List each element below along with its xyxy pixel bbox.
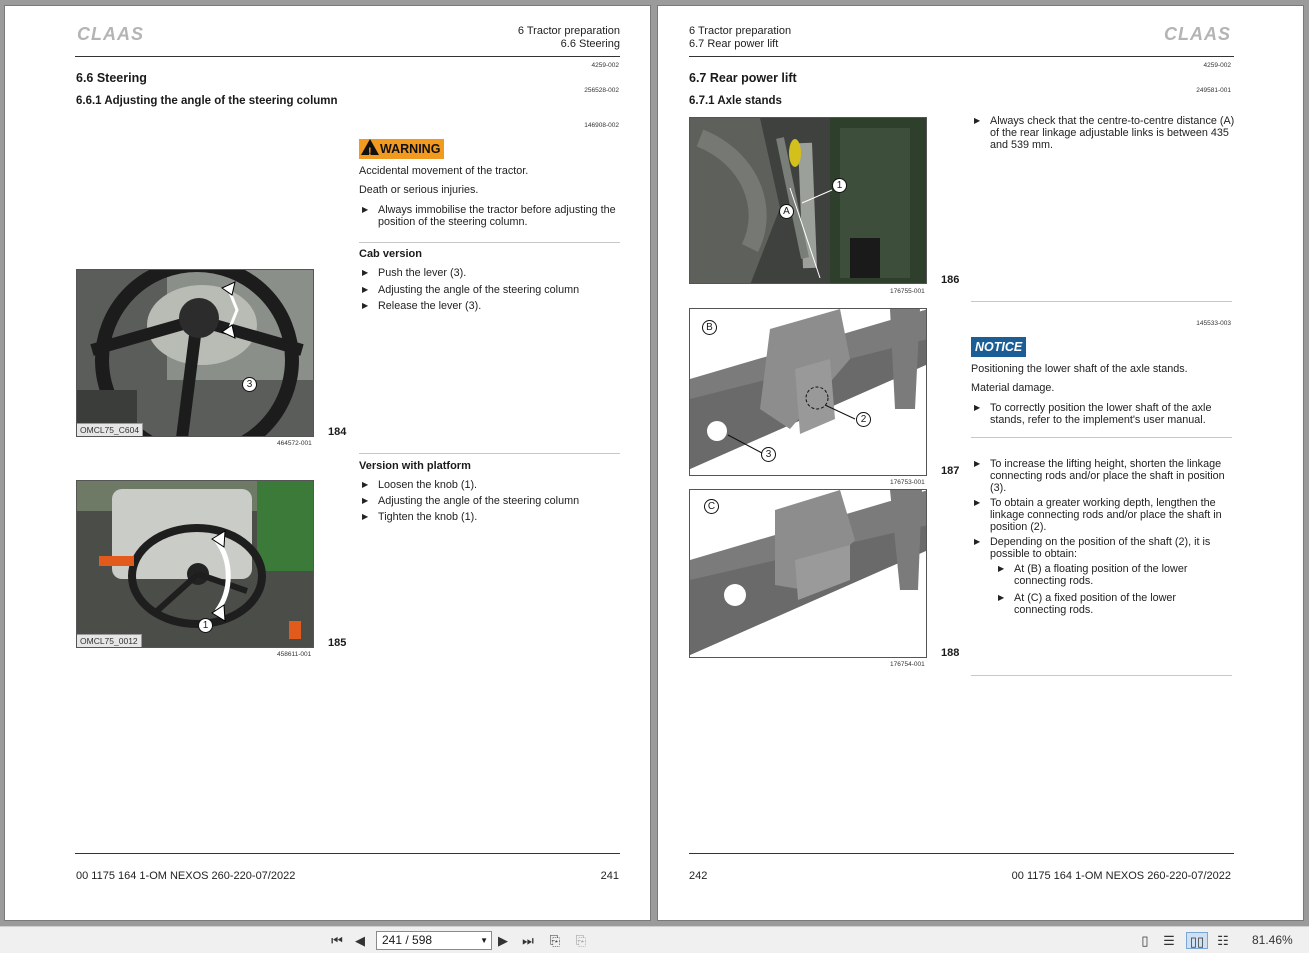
header-chapter: 6 Tractor preparation	[689, 25, 792, 37]
header-chapter: 6 Tractor preparation	[517, 25, 620, 37]
doc-id: 4259-002	[591, 62, 619, 69]
section-title: 6.6 Steering	[76, 71, 147, 85]
divider	[359, 242, 620, 243]
divider	[971, 675, 1232, 676]
figure-number: 187	[941, 465, 960, 477]
figure-id: 176753-001	[890, 479, 925, 486]
doc-id: 4259-002	[1203, 62, 1231, 69]
running-header	[689, 25, 791, 51]
cab-heading: Cab version	[359, 248, 422, 260]
claas-logo: CLAAS	[1164, 24, 1231, 44]
figure-axle-stand-b	[689, 308, 927, 476]
figure-steering-cab	[76, 269, 314, 437]
figure-id: 458611-001	[277, 651, 312, 658]
subsection-title: 6.7.1 Axle stands	[689, 95, 782, 107]
claas-logo: CLAAS	[77, 24, 144, 44]
figure-number: 186	[941, 274, 960, 286]
platform-heading: Version with platform	[359, 460, 471, 472]
list-item: ▶ Tighten the knob (1).	[359, 511, 624, 523]
section-title: 6.7 Rear power lift	[689, 71, 797, 85]
doc-id: 249581-001	[1196, 87, 1231, 94]
figure-number: 185	[328, 637, 347, 649]
go-back-view-icon[interactable]: ⎘	[549, 933, 561, 948]
previous-page-icon[interactable]: ◀	[355, 933, 365, 948]
figure-steering-platform	[76, 480, 314, 648]
divider	[971, 437, 1232, 438]
page-number: 241	[600, 870, 619, 882]
page-number: 242	[689, 870, 708, 882]
figure-id: 176755-001	[890, 288, 925, 295]
go-forward-view-icon[interactable]: ⎘	[575, 933, 587, 948]
header-rule	[75, 56, 620, 57]
notice-text: Material damage.	[971, 382, 1055, 394]
figure-label: OMCL75_C604	[77, 423, 143, 436]
last-page-icon[interactable]: ⏭	[522, 933, 534, 948]
page-number-input[interactable]	[376, 931, 492, 950]
notice-text: Positioning the lower shaft of the axle stands.	[971, 363, 1188, 375]
footer-rule	[689, 853, 1234, 854]
header-rule	[689, 56, 1234, 57]
header-section: 6.7 Rear power lift	[689, 38, 779, 50]
figure-label: OMCL75_0012	[77, 634, 142, 647]
figure-axle-stand-c	[689, 489, 927, 658]
notice-bullet: ▶ To correctly position the lower shaft of the axle stands, refer to the implement's user manual.	[971, 402, 1236, 426]
header-section: 6.6 Steering	[560, 38, 620, 50]
instruction-bullet: ▶ Always check that the centre-to-centre distance (A) of the rear linkage adjustable links is between 435 and 539 mm.	[971, 115, 1236, 151]
list-item: ▶ To increase the lifting height, shorten the linkage connecting rods and/or place the shaft in position (3).	[971, 458, 1236, 494]
doc-id: 146908-002	[584, 122, 619, 129]
page-241	[4, 5, 651, 921]
callout-3: 3	[242, 377, 257, 392]
two-page-continuous-icon[interactable]: ☷	[1217, 933, 1229, 948]
warning-badge: ! WARNING	[359, 139, 444, 159]
divider	[359, 453, 620, 454]
two-page-view-icon[interactable]: ▯▯	[1186, 932, 1208, 949]
divider	[971, 301, 1232, 302]
doc-id: 256528-002	[584, 87, 619, 94]
subsection-title: 6.6.1 Adjusting the angle of the steering column	[76, 95, 338, 107]
list-item: ▶ Loosen the knob (1).	[359, 479, 624, 491]
sub-list-item: ▶ At (C) a fixed position of the lower connecting rods.	[995, 592, 1205, 616]
list-item: ▶ Push the lever (3).	[359, 267, 624, 279]
warning-bullet: ▶ Always immobilise the tractor before adjusting the position of the steering column.	[359, 204, 624, 228]
list-item: ▶ Release the lever (3).	[359, 300, 624, 312]
chevron-down-icon[interactable]: ▼	[480, 936, 488, 945]
figure-number: 188	[941, 647, 960, 659]
viewer-toolbar	[0, 926, 1309, 953]
callout-1: 1	[198, 618, 213, 633]
running-header	[518, 25, 620, 51]
first-page-icon[interactable]: ⏮	[331, 933, 343, 948]
list-item: ▶ Adjusting the angle of the steering column	[359, 495, 624, 507]
doc-id: 145533-003	[1196, 320, 1231, 327]
zoom-level[interactable]: 81.46%	[1252, 933, 1293, 947]
corner-label-c: C	[704, 499, 719, 514]
callout-3: 3	[761, 447, 776, 462]
list-item: ▶ Adjusting the angle of the steering column	[359, 284, 624, 296]
axle-stand-diagram	[690, 309, 927, 476]
warning-icon: !	[361, 139, 379, 155]
page-242	[657, 5, 1304, 921]
linkage-photo	[690, 118, 927, 284]
figure-number: 184	[328, 426, 347, 438]
footer-doc: 00 1175 164 1-OM NEXOS 260-220-07/2022	[76, 870, 296, 882]
figure-axle-stand-tractor	[689, 117, 927, 284]
next-page-icon[interactable]: ▶	[498, 933, 508, 948]
figure-id: 464572-001	[277, 440, 312, 447]
callout-a: A	[779, 204, 794, 219]
footer-doc: 00 1175 164 1-OM NEXOS 260-220-07/2022	[1011, 870, 1231, 882]
callout-2: 2	[856, 412, 871, 427]
continuous-view-icon[interactable]: ☰	[1163, 933, 1175, 948]
figure-id: 176754-001	[890, 661, 925, 668]
sub-list-item: ▶ At (B) a floating position of the lower connecting rods.	[995, 563, 1205, 587]
page-field-value: 241 / 598	[382, 933, 433, 947]
steering-wheel-image	[77, 270, 314, 437]
corner-label-b: B	[702, 320, 717, 335]
axle-stand-diagram	[690, 490, 927, 658]
warning-text: Accidental movement of the tractor.	[359, 165, 529, 177]
list-item: ▶ Depending on the position of the shaft (2), it is possible to obtain:	[971, 536, 1236, 560]
steering-wheel-image	[77, 481, 314, 648]
callout-1: 1	[832, 178, 847, 193]
single-page-view-icon[interactable]: ▯	[1141, 933, 1149, 948]
warning-text: Death or serious injuries.	[359, 184, 479, 196]
list-item: ▶ To obtain a greater working depth, lengthen the linkage connecting rods and/or place the shaft in position (2).	[971, 497, 1236, 533]
footer-rule	[75, 853, 620, 854]
notice-badge: NOTICE	[971, 337, 1026, 357]
